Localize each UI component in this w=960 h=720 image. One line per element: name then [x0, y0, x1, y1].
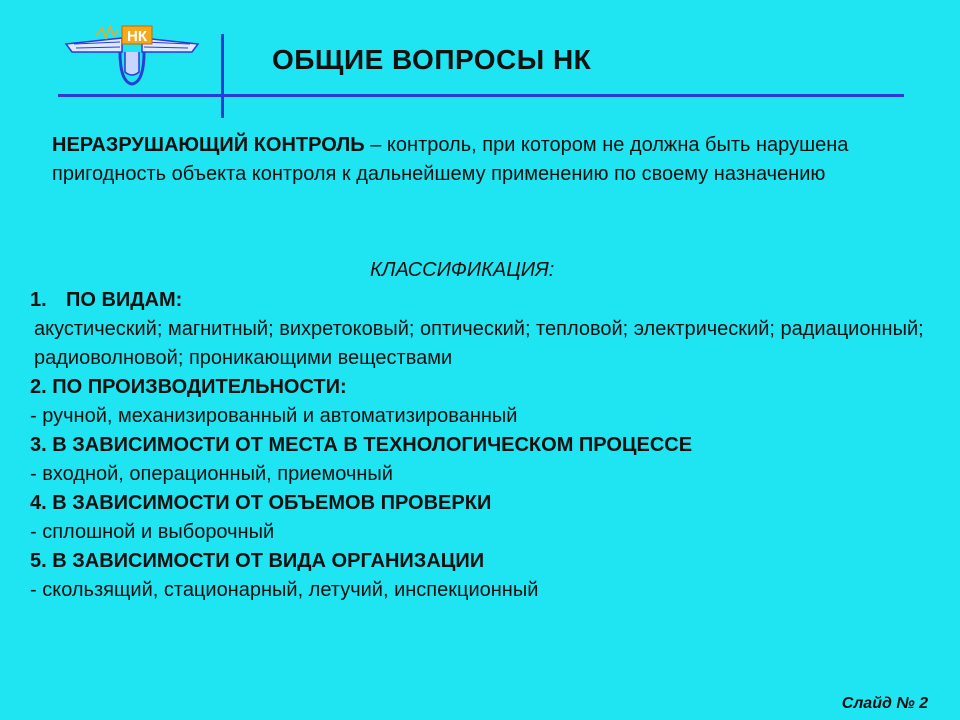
section-body: - входной, операционный, приемочный	[30, 463, 393, 485]
classification-heading: КЛАССИФИКАЦИЯ:	[370, 259, 555, 281]
definition-term: НЕРАЗРУШАЮЩИЙ КОНТРОЛЬ	[52, 134, 365, 156]
section-body: акустический; магнитный; вихретоковый; оптический; тепловой; электрический; радиационный; радиоволновой; проникающими веществами	[34, 318, 924, 369]
header-horizontal-divider	[58, 94, 904, 97]
section-number: 1.	[30, 289, 47, 311]
header-vertical-divider	[221, 34, 224, 118]
definition-text: – контроль, при котором не должна быть нарушена пригодность объекта контроля к дальнейшему применению по своему назначению	[52, 134, 849, 185]
page-title: ОБЩИЕ ВОПРОСЫ НК	[272, 44, 592, 75]
section-title: 2. ПО ПРОИЗВОДИТЕЛЬНОСТИ:	[30, 376, 347, 398]
classification-section-5	[30, 547, 940, 605]
nk-logo	[62, 22, 202, 90]
slide-number: Слайд № 2	[841, 695, 928, 712]
section-title: ПО ВИДАМ:	[66, 289, 183, 311]
logo-text: НК	[127, 28, 147, 45]
classification-section-3	[30, 431, 940, 489]
classification-section-2	[30, 373, 940, 431]
classification-section-4	[30, 489, 940, 547]
section-title: 5. В ЗАВИСИМОСТИ ОТ ВИДА ОРГАНИЗАЦИИ	[30, 550, 485, 572]
section-body: - сплошной и выборочный	[30, 521, 275, 543]
section-body: - скользящий, стационарный, летучий, инспекционный	[30, 579, 539, 601]
section-title: 4. В ЗАВИСИМОСТИ ОТ ОБЪЕМОВ ПРОВЕРКИ	[30, 492, 492, 514]
section-title: 3. В ЗАВИСИМОСТИ ОТ МЕСТА В ТЕХНОЛОГИЧЕСКОМ ПРОЦЕССЕ	[30, 434, 693, 456]
section-body: - ручной, механизированный и автоматизированный	[30, 405, 518, 427]
definition-paragraph	[52, 131, 912, 189]
classification-list	[30, 286, 940, 605]
classification-section-1	[30, 286, 940, 373]
